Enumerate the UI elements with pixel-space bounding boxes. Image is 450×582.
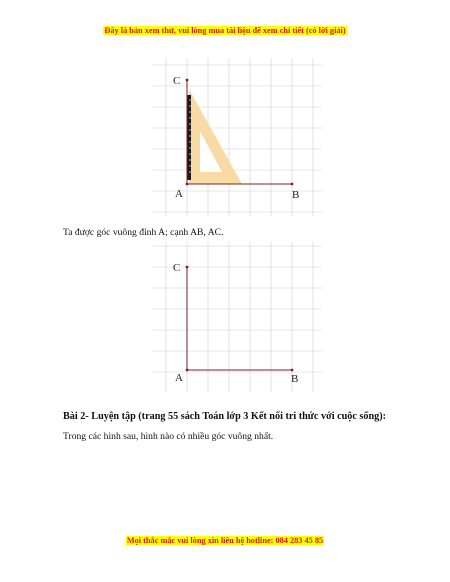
label-c: C bbox=[173, 262, 181, 274]
point-c bbox=[186, 266, 189, 269]
point-a bbox=[186, 183, 189, 186]
label-c: C bbox=[173, 75, 181, 87]
point-a bbox=[186, 369, 189, 372]
ruler-edge bbox=[187, 95, 191, 180]
header-notice-text: Đây là bản xem thử, vui lòng mua tài liệu để xem chi tiết (có lời giải) bbox=[104, 26, 346, 35]
point-b bbox=[291, 369, 294, 372]
footer-notice bbox=[0, 536, 450, 545]
header-notice bbox=[0, 26, 450, 35]
figure-right-angle bbox=[146, 242, 324, 392]
label-b: B bbox=[291, 373, 299, 385]
caption-right-angle: Ta được góc vuông đỉnh A; cạnh AB, AC. bbox=[63, 227, 224, 238]
point-b bbox=[291, 183, 294, 186]
footer-notice-text: Mọi thắc mắc vui lòng xin liên hệ hotline: 084 283 45 85 bbox=[126, 536, 324, 545]
point-c bbox=[186, 79, 189, 82]
exercise-question: Trong các hình sau, hình nào có nhiều góc vuông nhất. bbox=[63, 431, 274, 442]
label-a: A bbox=[175, 188, 183, 200]
exercise-title: Bài 2- Luyện tập (trang 55 sách Toán lớp 3 Kết nối tri thức với cuộc sống): bbox=[63, 411, 387, 422]
label-a: A bbox=[175, 372, 183, 384]
figure-right-angle-set-square bbox=[146, 58, 322, 216]
label-b: B bbox=[292, 189, 300, 201]
